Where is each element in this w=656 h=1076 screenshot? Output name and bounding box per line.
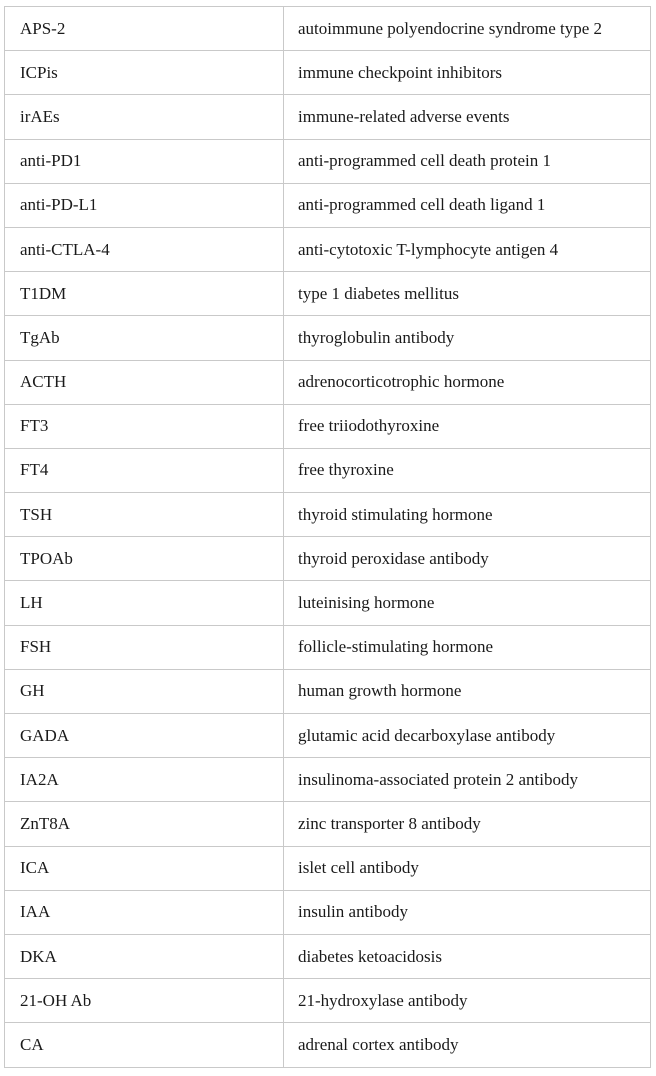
definition-cell: autoimmune polyendocrine syndrome type 2: [284, 7, 651, 51]
table-row: [5, 227, 651, 271]
abbreviation-cell: anti-CTLA-4: [5, 227, 284, 271]
abbreviation-cell: irAEs: [5, 95, 284, 139]
table-row: [5, 979, 651, 1023]
table-row: [5, 625, 651, 669]
table-row: [5, 95, 651, 139]
definition-cell: type 1 diabetes mellitus: [284, 272, 651, 316]
abbreviation-cell: FSH: [5, 625, 284, 669]
definition-cell: insulin antibody: [284, 890, 651, 934]
definition-cell: thyroid stimulating hormone: [284, 493, 651, 537]
definition-cell: anti-programmed cell death ligand 1: [284, 183, 651, 227]
table-row: [5, 51, 651, 95]
definition-cell: zinc transporter 8 antibody: [284, 802, 651, 846]
table-row: [5, 1023, 651, 1067]
table-row: [5, 404, 651, 448]
definition-cell: glutamic acid decarboxylase antibody: [284, 714, 651, 758]
abbreviation-cell: 21-OH Ab: [5, 979, 284, 1023]
abbreviation-table-body: [5, 7, 651, 1068]
abbreviation-cell: ICA: [5, 846, 284, 890]
definition-cell: follicle-stimulating hormone: [284, 625, 651, 669]
abbreviation-cell: GH: [5, 669, 284, 713]
abbreviation-cell: IA2A: [5, 758, 284, 802]
table-row: [5, 7, 651, 51]
definition-cell: immune-related adverse events: [284, 95, 651, 139]
definition-cell: anti-cytotoxic T-lymphocyte antigen 4: [284, 227, 651, 271]
abbreviation-cell: FT3: [5, 404, 284, 448]
abbreviation-cell: TPOAb: [5, 537, 284, 581]
abbreviation-cell: T1DM: [5, 272, 284, 316]
abbreviation-cell: TgAb: [5, 316, 284, 360]
table-row: [5, 669, 651, 713]
definition-cell: free thyroxine: [284, 448, 651, 492]
table-row: [5, 934, 651, 978]
abbreviation-cell: IAA: [5, 890, 284, 934]
definition-cell: adrenal cortex antibody: [284, 1023, 651, 1067]
abbreviation-cell: ICPis: [5, 51, 284, 95]
abbreviation-cell: GADA: [5, 714, 284, 758]
table-row: [5, 537, 651, 581]
table-row: [5, 316, 651, 360]
abbreviation-table: [4, 6, 651, 1068]
definition-cell: thyroglobulin antibody: [284, 316, 651, 360]
table-row: [5, 448, 651, 492]
definition-cell: diabetes ketoacidosis: [284, 934, 651, 978]
definition-cell: thyroid peroxidase antibody: [284, 537, 651, 581]
abbreviation-cell: APS-2: [5, 7, 284, 51]
definition-cell: immune checkpoint inhibitors: [284, 51, 651, 95]
table-row: [5, 272, 651, 316]
table-row: [5, 890, 651, 934]
abbreviation-cell: LH: [5, 581, 284, 625]
table-row: [5, 802, 651, 846]
table-row: [5, 714, 651, 758]
abbreviation-cell: ZnT8A: [5, 802, 284, 846]
abbreviation-cell: FT4: [5, 448, 284, 492]
definition-cell: adrenocorticotrophic hormone: [284, 360, 651, 404]
definition-cell: free triiodothyroxine: [284, 404, 651, 448]
definition-cell: islet cell antibody: [284, 846, 651, 890]
table-row: [5, 758, 651, 802]
definition-cell: luteinising hormone: [284, 581, 651, 625]
definition-cell: insulinoma-associated protein 2 antibody: [284, 758, 651, 802]
definition-cell: human growth hormone: [284, 669, 651, 713]
definition-cell: anti-programmed cell death protein 1: [284, 139, 651, 183]
abbreviation-cell: CA: [5, 1023, 284, 1067]
abbreviation-cell: ACTH: [5, 360, 284, 404]
abbreviation-cell: DKA: [5, 934, 284, 978]
table-row: [5, 846, 651, 890]
table-row: [5, 183, 651, 227]
definition-cell: 21-hydroxylase antibody: [284, 979, 651, 1023]
table-row: [5, 493, 651, 537]
table-row: [5, 581, 651, 625]
abbreviation-cell: anti-PD-L1: [5, 183, 284, 227]
table-row: [5, 360, 651, 404]
table-row: [5, 139, 651, 183]
abbreviation-cell: TSH: [5, 493, 284, 537]
abbreviation-cell: anti-PD1: [5, 139, 284, 183]
